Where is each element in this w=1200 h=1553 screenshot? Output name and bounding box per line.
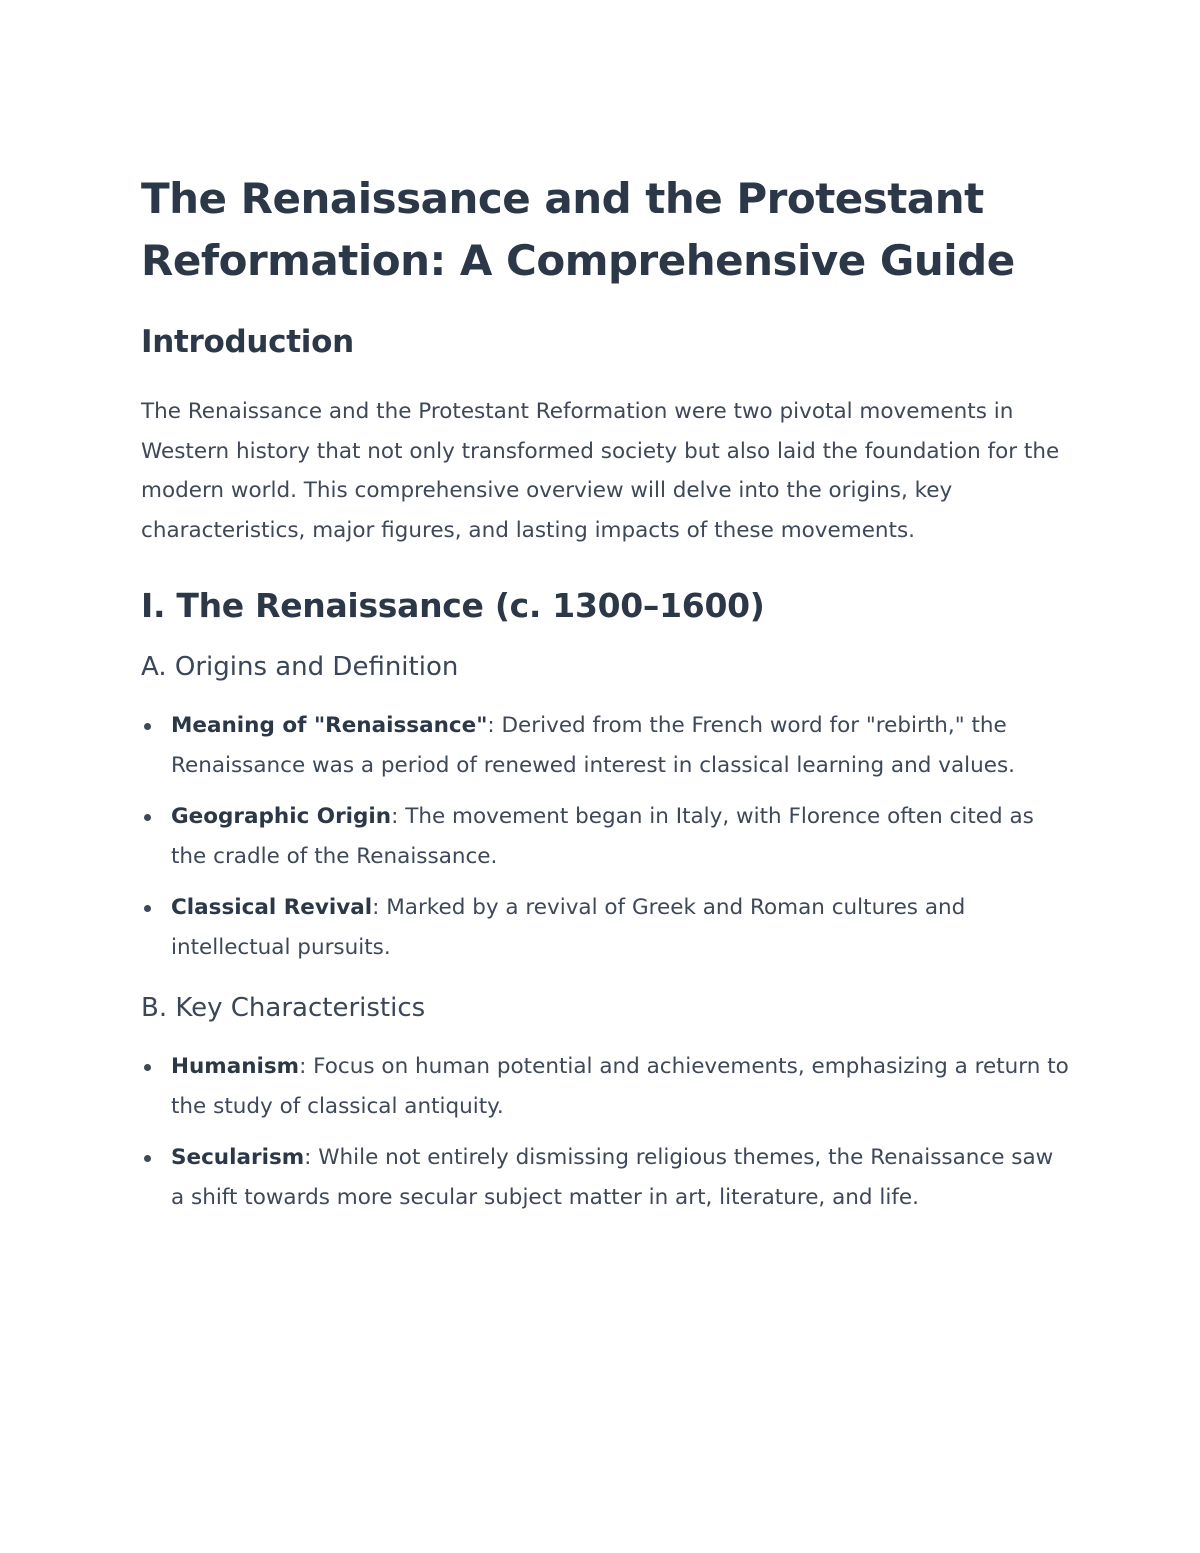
bullet-icon	[144, 1155, 151, 1162]
document-title: The Renaissance and the Protestant Reformation: A Comprehensive Guide	[141, 174, 1015, 285]
intro-heading: Introduction	[141, 324, 354, 360]
bullet-icon	[144, 1064, 151, 1071]
list-item	[141, 797, 1070, 876]
subsection-origins-heading: A. Origins and Definition	[141, 652, 459, 682]
characteristics-list	[141, 1047, 1070, 1217]
bullet-icon	[144, 905, 151, 912]
list-item-term: Secularism	[171, 1145, 305, 1170]
list-item-text: : Derived from the French word for "rebirth," the Renaissance was a period of renewed interest in classical learning and values.	[171, 713, 1015, 778]
bullet-icon	[144, 814, 151, 821]
section-renaissance-heading: I. The Renaissance (c. 1300–1600)	[141, 586, 765, 625]
bullet-icon	[144, 723, 151, 730]
list-item-text: : Marked by a revival of Greek and Roman cultures and intellectual pursuits.	[171, 895, 966, 960]
list-item	[141, 1047, 1070, 1126]
intro-paragraph: The Renaissance and the Protestant Reformation were two pivotal movements in Western history that not only transformed society but also laid the foundation for the modern world. This comprehensive overview will delve into the origins, key characteristics, major figures, and lasting impacts of these movements.	[141, 399, 1060, 543]
list-item-term: Meaning of "Renaissance"	[171, 713, 488, 738]
list-item	[141, 1138, 1070, 1217]
origins-list	[141, 706, 1070, 967]
list-item-term: Classical Revival	[171, 895, 373, 920]
list-item	[141, 706, 1070, 785]
list-item	[141, 888, 1070, 967]
list-item-text: : The movement began in Italy, with Florence often cited as the cradle of the Renaissance.	[171, 804, 1034, 869]
list-item-text: : While not entirely dismissing religious themes, the Renaissance saw a shift towards more secular subject matter in art, literature, and life.	[171, 1145, 1054, 1210]
list-item-term: Humanism	[171, 1054, 300, 1079]
subsection-characteristics-heading: B. Key Characteristics	[141, 993, 426, 1023]
list-item-text: : Focus on human potential and achievements, emphasizing a return to the study of classical antiquity.	[171, 1054, 1069, 1119]
list-item-term: Geographic Origin	[171, 804, 392, 829]
